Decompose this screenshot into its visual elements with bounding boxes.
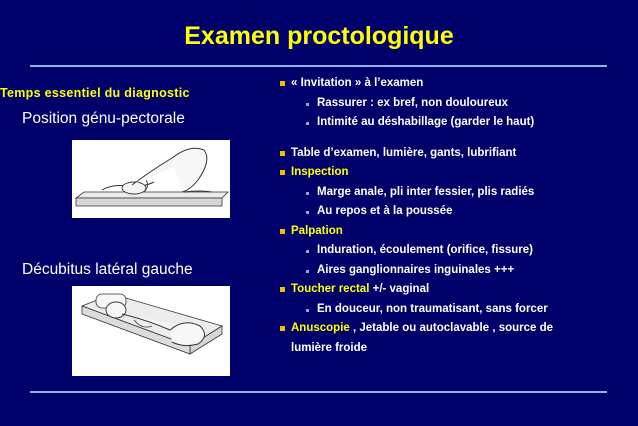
- list-item-continuation: lumière froide: [291, 341, 368, 354]
- list-subitem: Rassurer : ex bref, non douloureux: [279, 94, 631, 114]
- top-divider: [30, 65, 607, 67]
- list-subitem: Induration, écoulement (orifice, fissure): [279, 241, 631, 261]
- list-subitem: En douceur, non traumatisant, sans forcer: [279, 300, 631, 320]
- list-subitem: Marge anale, pli inter fessier, plis radiés: [279, 183, 631, 203]
- list-subitem: Intimité au déshabillage (garder le haut): [279, 113, 631, 133]
- list-item: Toucher rectal +/- vaginal: [279, 280, 631, 300]
- list-item: « Invitation » à l’examen: [279, 74, 631, 94]
- list-subitem: Au repos et à la poussée: [279, 202, 631, 222]
- slide-title: Examen proctologique: [184, 22, 454, 50]
- position-label-genu-pectorale: Position génu-pectorale: [22, 110, 185, 127]
- decubitus-lateral-illustration: [72, 286, 230, 376]
- list-item: Inspection: [279, 163, 631, 183]
- list-item: Anuscopie , Jetable ou autoclavable , source de: [279, 319, 631, 339]
- list-item: Table d’examen, lumière, gants, lubrifiant: [279, 144, 631, 164]
- bottom-divider: [30, 391, 607, 393]
- position-label-decubitus: Décubitus latéral gauche: [22, 261, 193, 278]
- list-subitem: Aires ganglionnaires inguinales +++: [279, 261, 631, 281]
- bullet-list: [279, 74, 631, 358]
- list-item: Palpation: [279, 222, 631, 242]
- left-subtitle: Temps essentiel du diagnostic: [0, 86, 190, 100]
- genu-pectoral-illustration: [72, 140, 230, 218]
